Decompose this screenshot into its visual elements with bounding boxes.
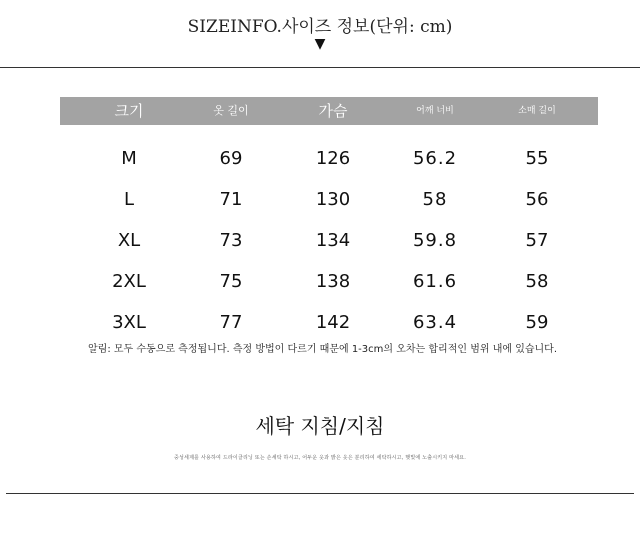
down-arrow-icon: ▼ (314, 36, 326, 52)
chest-cell: 130 (315, 189, 351, 210)
top-divider (0, 67, 640, 68)
column-header-size: 크기 (114, 102, 144, 120)
sleeve-cell: 56 (525, 189, 549, 210)
table-row (60, 267, 598, 297)
size-table-header (60, 97, 598, 125)
table-row (60, 185, 598, 215)
length-cell: 77 (219, 312, 243, 333)
sleeve-cell: 57 (525, 230, 549, 251)
sleeve-cell: 59 (525, 312, 549, 333)
chest-cell: 142 (315, 312, 351, 333)
table-row (60, 226, 598, 256)
size-cell: XL (117, 230, 141, 251)
length-cell: 69 (219, 148, 243, 169)
column-header-shoulder: 어깨 너비 (416, 106, 454, 116)
sleeve-cell: 58 (525, 271, 549, 292)
column-header-chest: 가슴 (318, 102, 348, 120)
column-header-sleeve: 소매 길이 (518, 106, 556, 116)
size-cell: 3XL (112, 312, 146, 333)
shoulder-cell: 58 (422, 189, 448, 210)
measurement-note: 알림: 모두 수동으로 측정됩니다. 측정 방법이 다르기 때문에 1-3cm의 오차는 합리적인 범위 내에 있습니다. (88, 344, 558, 355)
size-cell: 2XL (112, 271, 146, 292)
care-instructions-text: 중성세제를 사용하여 드라이클리닝 또는 손세탁 하시고, 어두운 옷과 밝은 옷은 분리하여 세탁하시고, 햇빛에 노출시키지 마세요. (174, 455, 466, 461)
chest-cell: 126 (315, 148, 351, 169)
length-cell: 71 (219, 189, 243, 210)
length-cell: 75 (219, 271, 243, 292)
shoulder-cell: 56.2 (412, 148, 458, 169)
size-info-title: SIZEINFO.사이즈 정보(단위: cm) (187, 17, 453, 37)
care-instructions-title: 세탁 지침/지침 (255, 414, 385, 438)
table-row (60, 308, 598, 338)
chest-cell: 138 (315, 271, 351, 292)
shoulder-cell: 61.6 (412, 271, 458, 292)
bottom-divider (6, 493, 634, 494)
size-cell: L (123, 189, 135, 210)
chest-cell: 134 (315, 230, 351, 251)
sleeve-cell: 55 (525, 148, 549, 169)
table-row (60, 144, 598, 174)
length-cell: 73 (219, 230, 243, 251)
column-header-length: 옷 길이 (213, 104, 249, 117)
shoulder-cell: 59.8 (412, 230, 458, 251)
shoulder-cell: 63.4 (412, 312, 458, 333)
size-cell: M (121, 148, 137, 169)
